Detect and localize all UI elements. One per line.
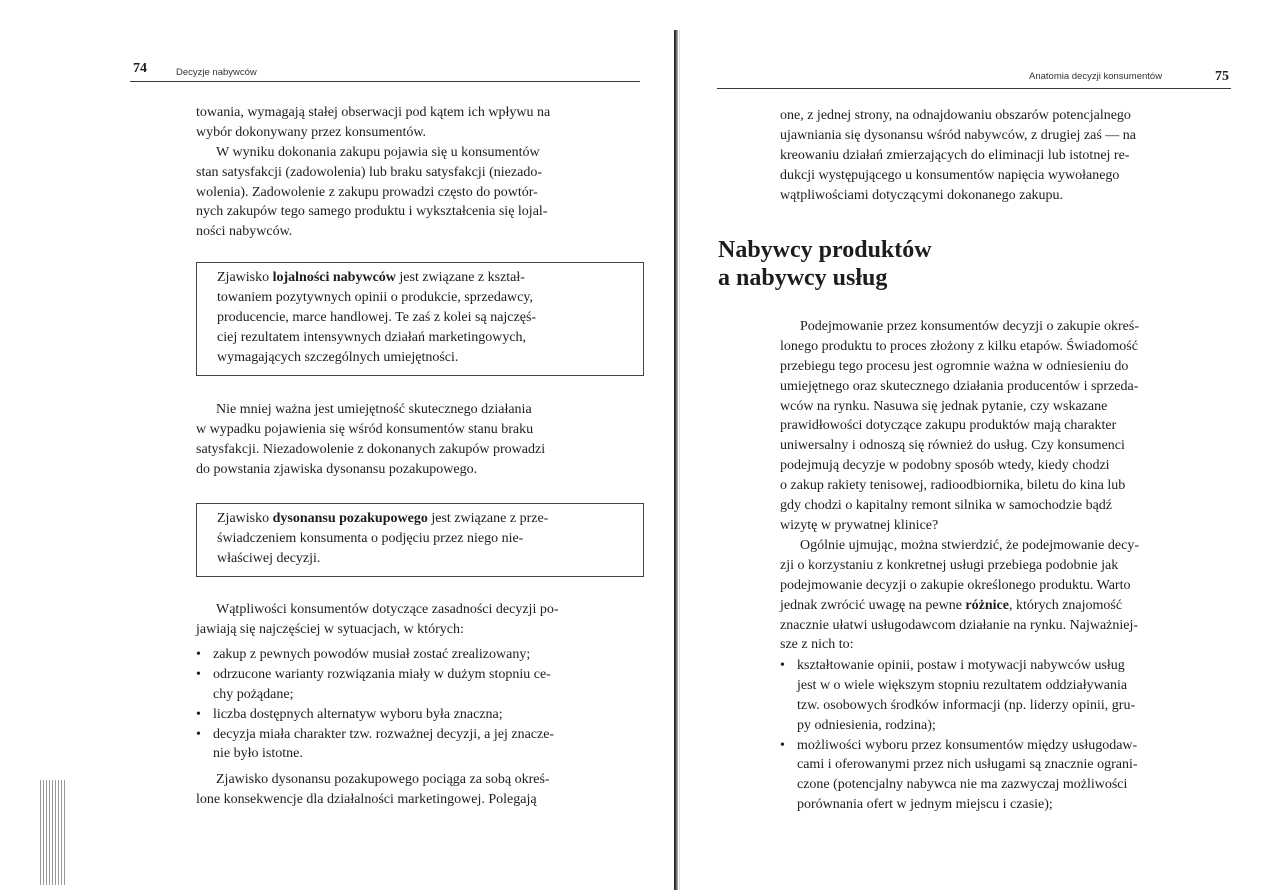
running-head: Anatomia decyzji konsumentów <box>1029 71 1163 82</box>
bullet-list <box>780 656 1231 815</box>
section-heading: Nabywcy produktów a nabywcy usług <box>718 237 932 291</box>
list-item: • odrzucone warianty rozwiązania miały w dużym stopniu ce- chy pożądane; <box>196 666 551 702</box>
definition-text: Zjawisko dysonansu pozakupowego jest związane z prze- świadczeniem konsumenta o podjęciu przez niego nie- właściwej decyzji. <box>217 511 549 566</box>
bullet-icon: • <box>780 737 785 753</box>
paragraph: Podejmowanie przez konsumentów decyzji o zakupie okreś- lonego produktu to proces złożony z kilku etapów. Świadomość przebiegu tego procesu jest ogromnie ważna w odniesieniu do umiejętnego oraz skutecznego działania producentów i sprzeda- wców na rynku. Nasuwa się jednak pytanie, czy wskazane prawidłowości dotyczące zakupu produktów mają charakter uniwersalny i odnoszą się również do usług. Czy konsumenci podejmują decyzje w podobny sposób wtedy, kiedy chodzi o zakup rakiety tenisowej, radioodbiornika, biletu do kina lub gdy chodzi o kapitalny remont silnika w samochodzie bądź wizytę w prywatnej klinice? <box>780 319 1140 533</box>
list-item: • liczba dostępnych alternatyw wyboru była znaczna; <box>196 705 642 725</box>
header-rule <box>130 81 640 82</box>
bullet-icon: • <box>780 658 785 673</box>
key-term: różnice <box>965 597 1009 613</box>
paragraph: one, z jednej strony, na odnajdowaniu obszarów potencjalnego ujawniania się dysonansu wśród nabywców, z drugiej zaś — na kreowaniu działań zmierzających do eliminacji lub istotnej re- dukcji występującego u konsumentów napięcia wywołanego wątpliwościami dotyczącymi dokonanego zakupu. <box>780 108 1137 203</box>
list-item: • zakup z pewnych powodów musiał zostać zrealizowany; <box>196 645 642 665</box>
running-head: Decyzje nabywców <box>176 67 257 78</box>
paragraph: towania, wymagają stałej obserwacji pod kątem ich wpływu na wybór dokonywany przez konsumentów. W wyniku dokonania zakupu pojawia się u konsumentów stan satysfakcji (zadowolenia) lub braku satysfakcji (niezado- wolenia). Zadowolenie z zakupu prowadzi często do powtór- nych zakupów tego samego produktu i wykształcenia się lojal- ności nabywców. <box>196 105 551 240</box>
bullet-icon: • <box>196 706 201 722</box>
bullet-icon: • <box>196 726 201 742</box>
key-term: dysonansu pozakupowego <box>272 511 428 526</box>
paragraph: Wątpliwości konsumentów dotyczące zasadności decyzji po- jawiają się najczęściej w sytuacjach, w których: <box>196 602 559 637</box>
list-item: • możliwości wyboru przez konsumentów między usługodaw- cami i oferowanymi przez nich usługami są znacznie ograni- czone (potencjalny nabywca nie ma zazwyczaj możliwości porównania ofert w jednym miejscu i czasie); <box>780 737 1138 813</box>
page-number: 74 <box>133 61 147 76</box>
key-term: lojalności nabywców <box>272 270 396 285</box>
paragraph: Zjawisko dysonansu pozakupowego pociąga za sobą okreś- lone konsekwencje dla działalności marketingowej. Polegają <box>196 772 550 807</box>
bullet-list <box>196 645 642 764</box>
paragraph: Nie mniej ważna jest umiejętność skutecznego działania w wypadku pojawienia się wśród konsumentów stanu braku satysfakcji. Niezadowolenie z dokonanych zakupów prowadzi do powstania zjawiska dysonansu pozakupowego. <box>196 402 546 477</box>
definition-text: Zjawisko lojalności nabywców jest związane z kształ- towaniem pozytywnych opinii o produkcie, sprzedawcy, producencie, marce handlowej. Te zaś z kolei są najczęś- ciej rezultatem intensywnych działań marketingowych, wymagających szczególnych umiejętności. <box>217 270 537 365</box>
bullet-icon: • <box>196 666 201 682</box>
header-rule <box>717 88 1231 89</box>
bullet-icon: • <box>196 647 201 662</box>
list-item: • kształtowanie opinii, postaw i motywacji nabywców usług jest w o wiele większym stopniu rezultatem oddziaływania tzw. osobowych środków informacji (np. liderzy opinii, gru- py odniesienia, rodzina); <box>780 658 1136 733</box>
book-gutter <box>674 30 678 890</box>
page-edge-artifact <box>40 780 66 885</box>
list-item: • decyzja miała charakter tzw. rozważnej decyzji, a jej znacze- nie było istotne. <box>196 726 555 762</box>
paragraph: Ogólnie ujmując, można stwierdzić, że podejmowanie decy- zji o korzystaniu z konkretnej usługi przebiega podobnie jak podejmowanie decyzji o zakupie określonego produktu. Warto jednak zwrócić uwagę na pewne różnice, których znajomość znacznie ułatwi usługodawcom działanie na rynku. Najważniej- sze z nich to: <box>780 538 1139 653</box>
page-number: 75 <box>1215 69 1229 84</box>
book-gutter-shadow <box>679 30 680 890</box>
